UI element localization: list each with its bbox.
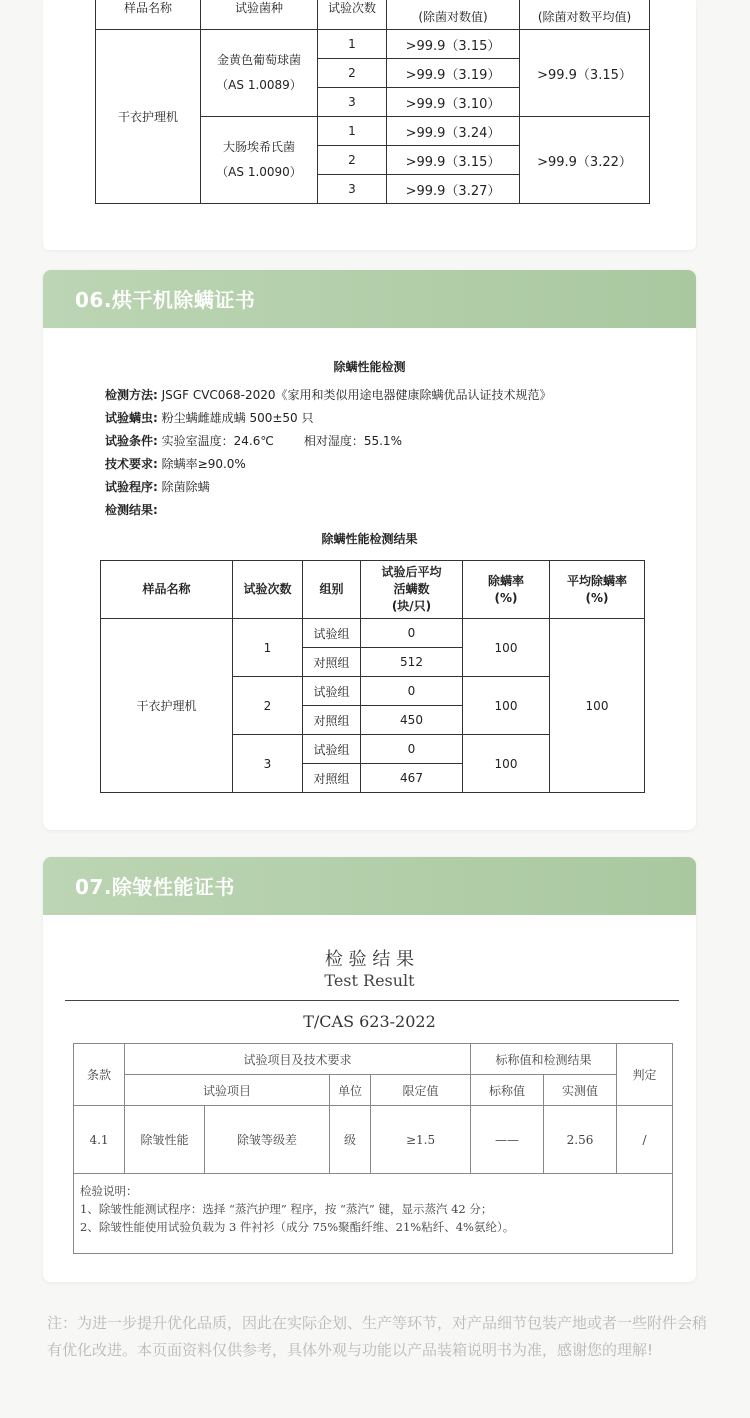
mite-count: 0 xyxy=(361,735,463,764)
info-label: 试验螨虫: xyxy=(105,411,158,425)
run-number: 3 xyxy=(318,175,387,204)
bacteria-name xyxy=(201,30,318,117)
header-line: 除螨率 xyxy=(487,573,524,588)
info-row xyxy=(105,407,685,430)
mite-count: 512 xyxy=(361,648,463,677)
info-value: 粉尘螨雌雄成螨 500±50 只 xyxy=(161,411,314,425)
header-cell: 标称值和检测结果 xyxy=(471,1044,617,1075)
header-cell: 试验项目 xyxy=(125,1075,330,1106)
run-value: >99.9（3.15） xyxy=(387,146,520,175)
table-row xyxy=(74,1106,673,1174)
header-cell: 试验次数 xyxy=(233,561,303,619)
header-cell: 单位 xyxy=(330,1075,371,1106)
run-number: 1 xyxy=(233,619,303,677)
removal-rate: 100 xyxy=(463,735,550,793)
notes-cell xyxy=(74,1174,673,1254)
mite-count: 0 xyxy=(361,619,463,648)
header-cell: 限定值 xyxy=(371,1075,471,1106)
run-number: 2 xyxy=(233,677,303,735)
info-value: 实验室温度：24.6℃ xyxy=(161,434,274,448)
info-row xyxy=(105,384,685,407)
measured-value: 2.56 xyxy=(544,1106,617,1174)
table-header-row xyxy=(96,0,650,30)
info-label: 试验程序: xyxy=(105,480,158,494)
group-label: 试验组 xyxy=(303,677,361,706)
header-cell xyxy=(550,561,645,619)
header-cell: 判定 xyxy=(617,1044,673,1106)
avg-removal-rate: 100 xyxy=(550,619,645,793)
sample-name: 干衣护理机 xyxy=(101,619,233,793)
info-value: 除菌除螨 xyxy=(161,480,210,494)
header-cell: 试验菌种 xyxy=(201,0,318,30)
header-cell: 样品名称 xyxy=(96,0,201,30)
group-label: 对照组 xyxy=(303,764,361,793)
info-row xyxy=(105,430,685,453)
header-cell: 组别 xyxy=(303,561,361,619)
run-number: 1 xyxy=(318,30,387,59)
info-row xyxy=(105,453,685,476)
run-value: >99.9（3.19） xyxy=(387,59,520,88)
header-line: 平均除螨率 xyxy=(566,573,627,588)
header-line: (块/只) xyxy=(391,599,432,613)
table-title: 除螨性能检测结果 xyxy=(321,532,418,546)
notes-row xyxy=(74,1174,673,1254)
item-sub: 除皱等级差 xyxy=(205,1106,330,1174)
bacteria-label: 大肠埃希氏菌 xyxy=(222,140,295,154)
doc-title: 除螨性能检测 xyxy=(333,360,406,374)
run-number: 2 xyxy=(318,59,387,88)
avg-value: >99.9（3.15） xyxy=(520,30,650,117)
header-cell: 条款 xyxy=(74,1044,125,1106)
header-line: (%) xyxy=(585,590,609,605)
group-label: 试验组 xyxy=(303,619,361,648)
header-cell: 样品名称 xyxy=(101,561,233,619)
note-line: 2、除皱性能使用试验负载为 3 件衬衫（成分 75%聚酯纤维、21%粘纤、4%氨纶）。 xyxy=(80,1220,515,1234)
item-name: 除皱性能 xyxy=(125,1106,205,1174)
notes-title: 检验说明： xyxy=(80,1184,138,1198)
group-label: 对照组 xyxy=(303,648,361,677)
info-extra: 相对湿度：55.1% xyxy=(303,434,402,448)
header-cell xyxy=(361,561,463,619)
header-cell: (除菌对数值) xyxy=(387,0,520,30)
run-number: 2 xyxy=(318,146,387,175)
info-label: 检测方法: xyxy=(105,388,158,402)
header-line: (%) xyxy=(494,590,518,605)
header-cell: 试验次数 xyxy=(318,0,387,30)
info-label: 检测结果: xyxy=(105,503,158,517)
strain-label: （AS 1.0090） xyxy=(216,165,302,179)
run-number: 3 xyxy=(233,735,303,793)
title-divider xyxy=(65,1000,679,1001)
run-value: >99.9（3.10） xyxy=(387,88,520,117)
header-cell: 标称值 xyxy=(471,1075,544,1106)
bacteria-name xyxy=(201,117,318,204)
removal-rate: 100 xyxy=(463,677,550,735)
run-number: 3 xyxy=(318,88,387,117)
table-header-row xyxy=(74,1075,673,1106)
header-cell: 试验项目及技术要求 xyxy=(125,1044,471,1075)
section-07-card xyxy=(43,857,696,1282)
info-row xyxy=(105,476,685,499)
table-row xyxy=(96,30,650,59)
avg-value: >99.9（3.22） xyxy=(520,117,650,204)
header-cell xyxy=(463,561,550,619)
table-header-row xyxy=(101,561,645,619)
run-value: >99.9（3.27） xyxy=(387,175,520,204)
strain-label: （AS 1.0089） xyxy=(216,78,302,92)
table-header-row xyxy=(74,1044,673,1075)
info-value: JSGF CVC068-2020《家用和类似用途电器健康除螨优品认证技术规范》 xyxy=(161,388,552,402)
section-06-banner xyxy=(43,270,696,328)
result-title-en: Test Result xyxy=(324,971,415,990)
section-06-title: 06.烘干机除螨证书 xyxy=(75,288,256,312)
mite-count: 450 xyxy=(361,706,463,735)
run-value: >99.9（3.24） xyxy=(387,117,520,146)
run-number: 1 xyxy=(318,117,387,146)
info-label: 试验条件: xyxy=(105,434,158,448)
bacteria-label: 金黄色葡萄球菌 xyxy=(216,53,301,67)
unit-value: 级 xyxy=(330,1106,371,1174)
sample-name: 干衣护理机 xyxy=(96,30,201,204)
group-label: 对照组 xyxy=(303,706,361,735)
section-06-card xyxy=(43,270,696,830)
section-07-banner xyxy=(43,857,696,915)
run-value: >99.9（3.15） xyxy=(387,30,520,59)
info-label: 技术要求: xyxy=(105,457,158,471)
header-cell: 实测值 xyxy=(544,1075,617,1106)
note-line: 1、除皱性能测试程序：选择 “蒸汽护理” 程序，按 “蒸汽” 键，显示蒸汽 42 分； xyxy=(80,1202,493,1216)
judge-value: / xyxy=(617,1106,673,1174)
mite-count: 0 xyxy=(361,677,463,706)
removal-rate: 100 xyxy=(463,619,550,677)
section-07-title: 07.除皱性能证书 xyxy=(75,875,235,899)
header-line: 试验后平均 xyxy=(381,565,442,579)
footer-disclaimer: 注：为进一步提升优化品质，因此在实际企划、生产等环节，对产品细节包装产地或者一些附件会稍有优化改进。本页面资料仅供参考，具体外观与功能以产品装箱说明书为准，感谢您的理解! xyxy=(47,1314,708,1359)
clause-number: 4.1 xyxy=(74,1106,125,1174)
test-info xyxy=(105,384,685,522)
bacteria-table xyxy=(95,0,650,204)
header-line: 活螨数 xyxy=(393,582,430,596)
nominal-value: —— xyxy=(471,1106,544,1174)
mite-count: 467 xyxy=(361,764,463,793)
standard-label: T/CAS 623-2022 xyxy=(303,1012,436,1031)
mite-table xyxy=(100,560,645,793)
info-value: 除螨率≥90.0% xyxy=(161,457,246,471)
header-cell: (除菌对数平均值) xyxy=(520,0,650,30)
section-05-card xyxy=(43,0,696,250)
table-row xyxy=(101,619,645,648)
info-row xyxy=(105,499,685,522)
limit-value: ≥1.5 xyxy=(371,1106,471,1174)
group-label: 试验组 xyxy=(303,735,361,764)
wrinkle-table xyxy=(73,1043,673,1254)
result-title-cn: 检 验 结 果 xyxy=(324,949,415,970)
